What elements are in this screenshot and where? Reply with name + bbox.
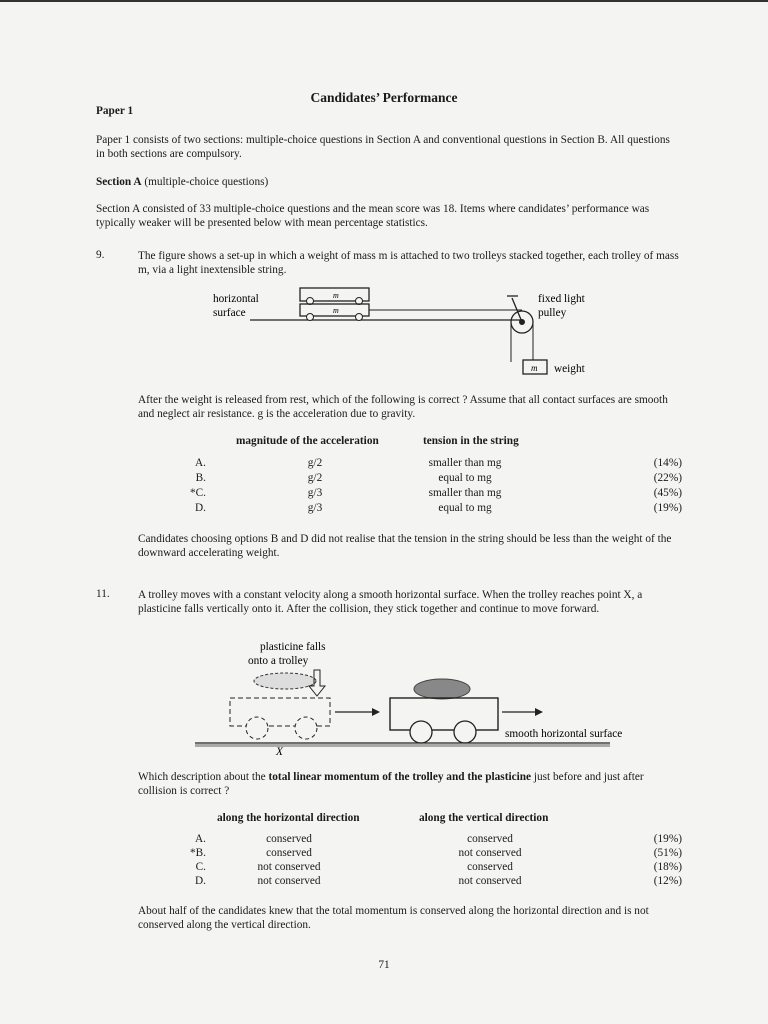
q9-question: After the weight is released from rest, which of the following is correct ? Assume that all contact surfaces are smooth and neglect air resistance. g is the acceleration due to gravity. — [138, 394, 668, 420]
q11-wheel-before — [246, 717, 268, 739]
q11-option-row — [0, 861, 768, 875]
q11-option-percent: (51%) — [653, 847, 682, 859]
page-title: Candidates’ Performance — [310, 90, 458, 105]
section-a-description: Section A consisted of 33 multiple-choice questions and the mean score was 18. Items where candidates’ performance was typically weaker will be presented below with mean percentage statistics. — [96, 203, 650, 229]
q11-question-pre: Which description about the — [138, 771, 269, 783]
q11-question-post: just before and just after collision is correct ? — [138, 771, 644, 797]
q11-arrowhead-1 — [372, 708, 380, 716]
q9-label-surface: surface — [213, 307, 246, 319]
q9-option-acceleration: g/2 — [307, 457, 323, 469]
q11-falling-plasticine — [254, 673, 316, 689]
q11-option-horizontal: not conserved — [257, 861, 321, 873]
q11-ground-hatch — [195, 744, 610, 747]
q9-option-percent: (22%) — [653, 472, 682, 484]
q9-wheel — [307, 314, 314, 321]
q11-trolley-after — [390, 698, 498, 730]
q9-label-weight: weight — [554, 363, 585, 375]
q9-wheel — [356, 314, 363, 321]
paper-intro: Paper 1 consists of two sections: multiple-choice questions in Section A and conventional questions in Section B. All questions in both sections are compulsory. — [96, 134, 670, 160]
q9-stem: The figure shows a set-up in which a weight of mass m is attached to two trolleys stacked together, each trolley of mass m, via a light inextensible string. — [138, 250, 679, 276]
q11-table-header — [0, 812, 768, 826]
q9-option-tension: smaller than mg — [428, 487, 502, 499]
q11-option-vertical: conserved — [467, 833, 513, 845]
paper-heading: Paper 1 — [96, 105, 134, 117]
q9-number: 9. — [96, 249, 105, 261]
q9-option-percent: (19%) — [653, 502, 682, 514]
q9-option-acceleration: g/3 — [307, 487, 323, 499]
scan-top-border — [0, 0, 768, 2]
q9-option-letter: D. — [195, 502, 206, 514]
q9-option-percent: (45%) — [653, 487, 682, 499]
q11-label-falls: plasticine falls — [260, 641, 326, 653]
q9-table-header — [0, 435, 768, 449]
q9-option-row — [0, 502, 768, 516]
q9-col-tension: tension in the string — [423, 435, 519, 447]
q9-option-row — [0, 472, 768, 486]
q9-label-fixed-light: fixed light — [538, 293, 585, 305]
q11-option-letter: A. — [195, 833, 206, 845]
q9-option-letter: A. — [195, 457, 206, 469]
q11-option-horizontal: conserved — [266, 833, 312, 845]
q9-weight-mass: m — [531, 363, 538, 373]
q11-question — [138, 770, 680, 798]
q9-mass-bottom: m — [333, 306, 339, 315]
q11-option-percent: (18%) — [653, 861, 682, 873]
q11-label-onto: onto a trolley — [248, 655, 309, 667]
q11-label-surface: smooth horizontal surface — [505, 728, 623, 740]
q11-option-horizontal: conserved — [266, 847, 312, 859]
q11-option-row — [0, 833, 768, 847]
q11-col-vertical: along the vertical direction — [419, 812, 549, 824]
page-number: 71 — [378, 959, 390, 971]
q11-option-row — [0, 875, 768, 889]
q11-arrowhead-2 — [535, 708, 543, 716]
section-a-sub: (multiple-choice questions) — [141, 176, 269, 188]
q11-wheel-after — [454, 721, 476, 743]
q11-option-horizontal: not conserved — [257, 875, 321, 887]
q11-option-letter: *B. — [189, 847, 206, 859]
q11-wheel-before — [295, 717, 317, 739]
q11-option-vertical: not conserved — [458, 875, 522, 887]
q9-label-horizontal: horizontal — [213, 293, 259, 305]
q11-option-letter: C. — [195, 861, 206, 873]
q11-option-percent: (19%) — [653, 833, 682, 845]
section-a-label: Section A — [96, 176, 142, 188]
q9-option-row — [0, 487, 768, 501]
q9-mass-top: m — [333, 291, 339, 300]
q11-option-letter: D. — [195, 875, 206, 887]
q9-option-tension: equal to mg — [438, 472, 492, 484]
q11-comment: About half of the candidates knew that the total momentum is conserved along the horizontal direction and is not conserved along the vertical direction. — [138, 905, 649, 931]
q9-option-percent: (14%) — [653, 457, 682, 469]
q11-wheel-after — [410, 721, 432, 743]
q9-col-acceleration: magnitude of the acceleration — [236, 435, 379, 447]
q9-option-row — [0, 457, 768, 471]
q11-col-horizontal: along the horizontal direction — [217, 812, 360, 824]
q11-option-vertical: not conserved — [458, 847, 522, 859]
q11-question-bold: total linear momentum of the trolley and the plasticine — [268, 771, 532, 783]
q11-figure — [190, 636, 670, 762]
q11-label-x: X — [276, 746, 283, 758]
q11-option-row — [0, 847, 768, 861]
q11-plasticine-on-trolley — [414, 679, 470, 699]
q9-option-letter: *C. — [189, 487, 206, 499]
q9-option-tension: smaller than mg — [428, 457, 502, 469]
section-a-heading — [96, 175, 268, 189]
q9-option-tension: equal to mg — [438, 502, 492, 514]
q9-option-acceleration: g/2 — [307, 472, 323, 484]
q11-option-vertical: conserved — [467, 861, 513, 873]
q9-comment: Candidates choosing options B and D did not realise that the tension in the string should be less than the weight of the downward accelerating weight. — [138, 533, 672, 559]
q9-option-acceleration: g/3 — [307, 502, 323, 514]
q11-stem: A trolley moves with a constant velocity along a smooth horizontal surface. When the trolley reaches point X, a plasticine falls vertically onto it. After the collision, they stick together and continue to move forward. — [138, 589, 643, 615]
q11-number: 11. — [96, 588, 110, 600]
q11-option-percent: (12%) — [653, 875, 682, 887]
q9-label-pulley: pulley — [538, 307, 567, 319]
q9-option-letter: B. — [195, 472, 206, 484]
q9-figure — [200, 282, 600, 382]
